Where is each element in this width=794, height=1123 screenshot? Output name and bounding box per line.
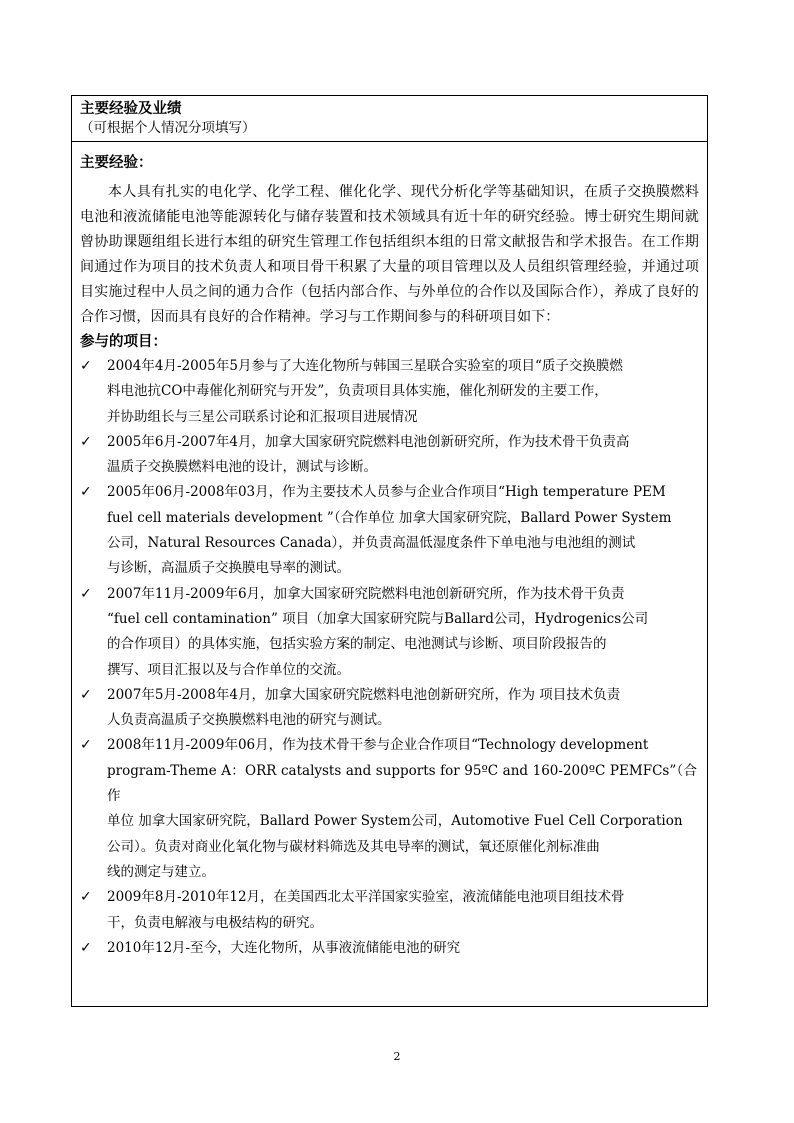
experience-heading: 主要经验： (80, 154, 153, 171)
list-item (80, 733, 699, 885)
list-item (80, 582, 699, 683)
checkmark-icon: ✓ (80, 889, 92, 906)
checkmark-icon: ✓ (80, 484, 92, 501)
checkmark-icon: ✓ (80, 433, 92, 450)
project-text: 2005年06月-2008年03月，作为主要技术人员参与企业合作项目“High temperature PEM fuel cell materials development ”（合作单位 加拿大国家研究院，Ballard Power System 公司，Natural Resources Canada），并负责高温低湿度条件下单电池与电池组的测试 与诊断，高温质子交换膜电导率的测试。 (107, 484, 672, 577)
table-body-cell (72, 142, 707, 961)
projects-heading: 参与的项目： (80, 333, 167, 350)
project-text: 2007年11月-2009年6月，加拿大国家研究院燃料电池创新研究所，作为技术骨干负责 “fuel cell contamination” 项目（加拿大国家研究院与Ballard公司，Hydrogenics公司 的合作项目）的具体实施，包括实验方案的制定、电池测试与诊断、项目阶段报告的 撰写、项目汇报以及与合作单位的交流。 (107, 585, 649, 678)
list-item (80, 885, 699, 936)
project-list (80, 354, 699, 961)
checkmark-icon: ✓ (80, 686, 92, 703)
list-item (80, 683, 699, 734)
project-text: 2009年8月-2010年12月，在美国西北太平洋国家实验室，液流储能电池项目组技术骨 干，负责电解液与电极结构的研究。 (107, 889, 625, 931)
project-text: 2010年12月-至今，大连化物所，从事液流储能电池的研究 (107, 939, 461, 956)
project-text: 2008年11月-2009年06月，作为技术骨干参与企业合作项目“Technology development program-Theme A：ORR catalysts and supports for 95ºC and 160-200ºC PEMFCs”（合作 单位 加拿大国家研究院，Ballard Power System公司，Automotive Fuel Cell Corporation 公司）。负责对商业化氧化物与碳材料筛选及其电导率的测试，氧还原催化剂标准曲 线的测定与建立。 (107, 737, 697, 880)
project-text: 2005年6月-2007年4月，加拿大国家研究院燃料电池创新研究所，作为技术骨干负责高 温质子交换膜燃料电池的设计，测试与诊断。 (107, 433, 630, 476)
project-text: 2004年4月-2005年5月参与了大连化物所与韩国三星联合实验室的项目“质子交换膜燃 料电池抗CO中毒催化剂研究与开发”，负责项目具体实施，催化剂研发的主要工作， 并协助组长与三星公司联系讨论和汇报项目进展情况 (107, 358, 623, 425)
checkmark-icon: ✓ (80, 737, 92, 754)
experience-table (71, 95, 708, 1007)
section-title: 主要经验及业绩 (80, 100, 182, 117)
table-header-cell (72, 96, 707, 142)
page-number: 2 (393, 1050, 401, 1063)
experience-paragraph: 本人具有扎实的电化学、化学工程、催化化学、现代分析化学等基础知识，在质子交换膜燃料电池和液流储能电池等能源转化与储存装置和技术领域具有近十年的研究经验。博士研究生期间就曾协助课题组组长进行本组的研究生管理工作包括组织本组的日常文献报告和学术报告。在工作期间通过作为项目的技术负责人和项目骨干积累了大量的项目管理以及人员组织管理经验，并通过项目实施过程中人员之间的通力合作（包括内部合作、与外单位的合作以及国际合作），养成了良好的合作习惯，因而具有良好的合作精神。学习与工作期间参与的科研项目如下： (80, 184, 699, 325)
checkmark-icon: ✓ (80, 939, 92, 956)
checkmark-icon: ✓ (80, 585, 92, 602)
list-item (80, 480, 699, 581)
project-text: 2007年5月-2008年4月，加拿大国家研究院燃料电池创新研究所，作为 项目技术负责 人负责高温质子交换膜燃料电池的研究与测试。 (107, 686, 621, 729)
checkmark-icon: ✓ (80, 358, 92, 374)
list-item (80, 430, 699, 481)
section-subtitle: （可根据个人情况分项填写） (80, 120, 256, 136)
list-item (80, 354, 699, 430)
list-item (80, 936, 699, 961)
